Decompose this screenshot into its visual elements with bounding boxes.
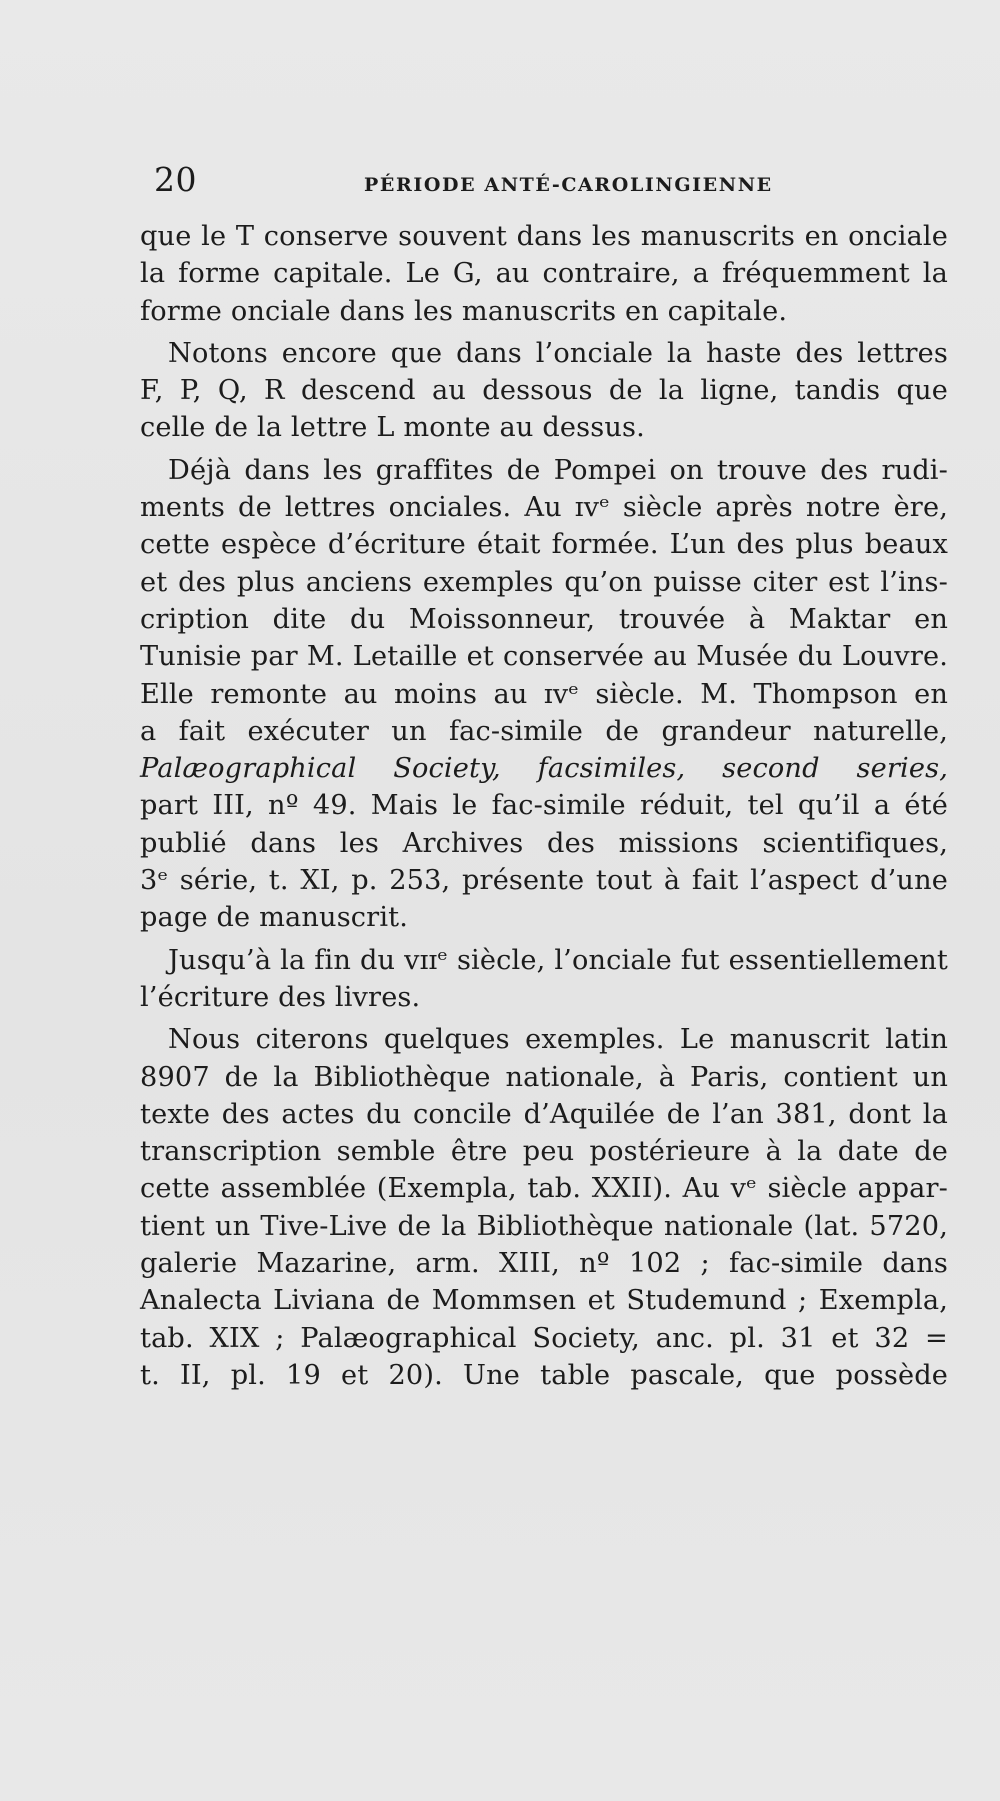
text-line: Jusqu’à la fin du ᴠɪɪᵉ siècle, l’onciale fut essentiellement [168,944,948,976]
text-line: la forme capitale. Le G, au contraire, a fréquemment la [140,258,948,290]
text-line: Palæographical Society, facsimiles, second series, [140,753,948,785]
body-text [140,218,948,1394]
page-number: 20 [154,160,197,199]
text-line: 8907 de la Bibliothèque nationale, à Paris, contient un [140,1061,948,1093]
text-line: l’écriture des livres. [140,981,421,1013]
text-line: t. II, pl. 19 et 20). Une table pascale, que possède [140,1359,948,1391]
paragraph [140,1021,948,1394]
text-line: Déjà dans les graffites de Pompei on trouve des rudi- [168,454,948,486]
text-line: tient un Tive-Live de la Bibliothèque nationale (lat. 5720, [140,1210,948,1242]
text-line: part III, nº 49. Mais le fac-simile réduit, tel qu’il a été [140,790,948,822]
text-line: Tunisie par M. Letaille et conservée au Musée du Louvre. [140,641,948,673]
text-line: Notons encore que dans l’onciale la haste des lettres [168,337,948,369]
paragraph [140,942,948,1017]
text-line: Elle remonte au moins au ɪvᵉ siècle. M. Thompson en [140,678,948,710]
paragraph [140,452,948,937]
text-line: transcription semble être peu postérieure à la date de [140,1136,948,1168]
text-line: galerie Mazarine, arm. XIII, nº 102 ; fac-simile dans [140,1248,948,1280]
paragraph [140,335,948,447]
text-line: et des plus anciens exemples qu’on puisse citer est l’ins- [140,566,948,598]
text-line: texte des actes du concile d’Aquilée de l’an 381, dont la [140,1098,948,1130]
text-line: forme onciale dans les manuscrits en capitale. [140,295,788,327]
text-line: cette assemblée (Exempla, tab. XXII). Au vᵉ siècle appar- [140,1173,948,1205]
running-head [154,160,944,210]
text-line: 3ᵉ série, t. XI, p. 253, présente tout à fait l’aspect d’une [140,865,948,897]
text-line: Nous citerons quelques exemples. Le manuscrit latin [168,1024,948,1056]
text-line: F, P, Q, R descend au dessous de la ligne, tandis que [140,375,948,407]
text-line: a fait exécuter un fac-simile de grandeur naturelle, [140,715,948,747]
text-line: cription dite du Moissonneur, trouvée à Maktar en [140,603,948,635]
text-line: publié dans les Archives des missions scientifiques, [140,827,948,859]
text-line: Analecta Liviana de Mommsen et Studemund ; Exempla, [140,1285,948,1317]
text-line: page de manuscrit. [140,902,409,934]
text-line: celle de la lettre L monte au dessus. [140,412,645,444]
text-line: ments de lettres onciales. Au ɪvᵉ siècle après notre ère, [140,492,948,524]
paragraph [140,218,948,330]
text-line: que le T conserve souvent dans les manuscrits en onciale [140,221,948,252]
text-line: cette espèce d’écriture était formée. L’un des plus beaux [140,529,948,561]
running-title: PÉRIODE ANTÉ-CAROLINGIENNE [364,174,773,196]
text-line: tab. XIX ; Palæographical Society, anc. pl. 31 et 32 = [140,1322,948,1354]
